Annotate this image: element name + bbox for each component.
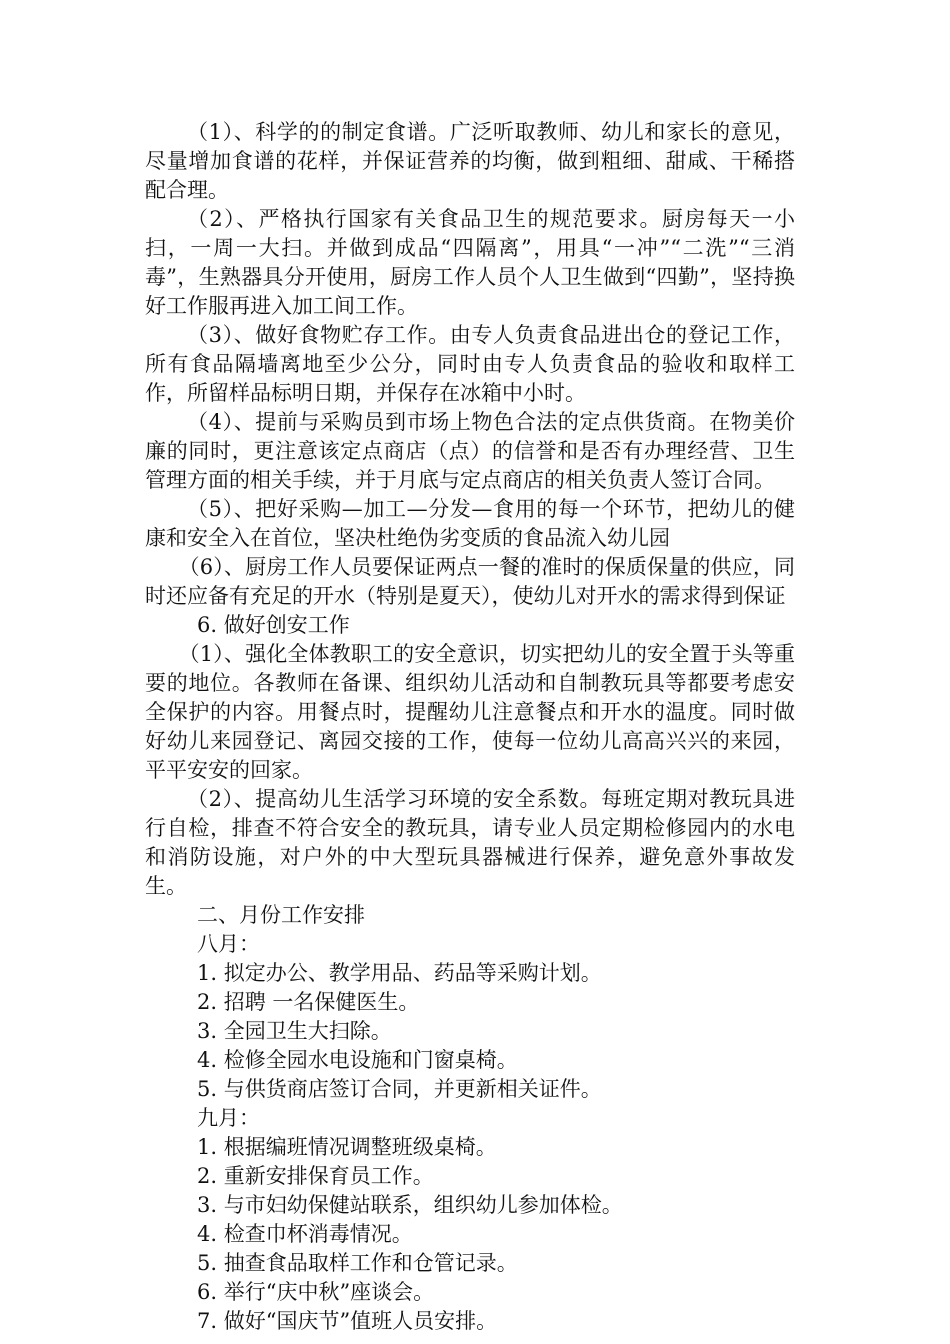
section-2-title: 二、月份工作安排 [197,903,365,927]
safety-paragraph-2: （2）、提高幼儿生活学习环境的安全系数。每班定期对教玩具进行自检，排查不符合安全的教玩具，请专业人员定期检修园内的水电和消防设施，对户外的中大型玩具器械进行保养，避免意外事故发生。 [145,787,795,898]
list-item: 4. 检修全园水电设施和门窗桌椅。 [197,1048,518,1072]
paragraph-3: （3）、做好食物贮存工作。由专人负责食品进出仓的登记工作，所有食品隔墙离地至少公分，同时由专人负责食品的验收和取样工作，所留样品标明日期，并保存在冰箱中小时。 [145,323,795,405]
list-item: 2. 招聘 一名保健医生。 [197,990,420,1014]
paragraph-2: （2）、严格执行国家有关食品卫生的规范要求。厨房每天一小扫，一周一大扫。并做到成品“四隔离”，用具“一冲”“二洗”“三消毒”，生熟器具分开使用，厨房工作人员个人卫生做到“四勤”，坚持换好工作服再进入加工间工作。 [145,207,795,318]
section-6-title: 6. 做好创安工作 [197,613,350,637]
month-label-september: 九月： [197,1106,260,1130]
list-item: 5. 与供货商店签订合同，并更新相关证件。 [197,1077,602,1101]
list-item: 5. 抽查食品取样工作和仓管记录。 [197,1251,518,1275]
paragraph-4: （4）、提前与采购员到市场上物色合法的定点供货商。在物美价廉的同时，更注意该定点商店（点）的信誉和是否有办理经营、卫生管理方面的相关手续，并于月底与定点商店的相关负责人签订合同。 [145,410,795,492]
paragraph-6: （6）、厨房工作人员要保证两点一餐的准时的保质保量的供应，同时还应备有充足的开水（特别是夏天），使幼儿对开水的需求得到保证 [145,555,795,608]
month-label-august: 八月： [197,932,260,956]
list-item: 7. 做好“国庆节”值班人员安排。 [197,1309,498,1333]
list-item: 3. 与市妇幼保健站联系，组织幼儿参加体检。 [197,1193,623,1217]
list-item: 2. 重新安排保育员工作。 [197,1164,434,1188]
list-item: 4. 检查巾杯消毒情况。 [197,1222,413,1246]
paragraph-1: （1）、科学的的制定食谱。广泛听取教师、幼儿和家长的意见，尽量增加食谱的花样，并保证营养的均衡，做到粗细、甜咸、干稀搭配合理。 [145,120,795,202]
safety-paragraph-1: （1）、强化全体教职工的安全意识，切实把幼儿的安全置于头等重要的地位。各教师在备课、组织幼儿活动和自制教玩具等都要考虑安全保护的内容。用餐点时，提醒幼儿注意餐点和开水的温度。同时做好幼儿来园登记、离园交接的工作，使每一位幼儿高高兴兴的来园，平平安安的回家。 [145,642,795,782]
list-item: 6. 举行“庆中秋”座谈会。 [197,1280,435,1304]
list-item: 1. 拟定办公、教学用品、药品等采购计划。 [197,961,602,985]
list-item: 3. 全园卫生大扫除。 [197,1019,392,1043]
paragraph-5: （5）、把好采购—加工—分发—食用的每一个环节，把幼儿的健康和安全入在首位，坚决杜绝伪劣变质的食品流入幼儿园 [145,497,795,550]
document-page [145,118,795,1336]
list-item: 1. 根据编班情况调整班级桌椅。 [197,1135,497,1159]
